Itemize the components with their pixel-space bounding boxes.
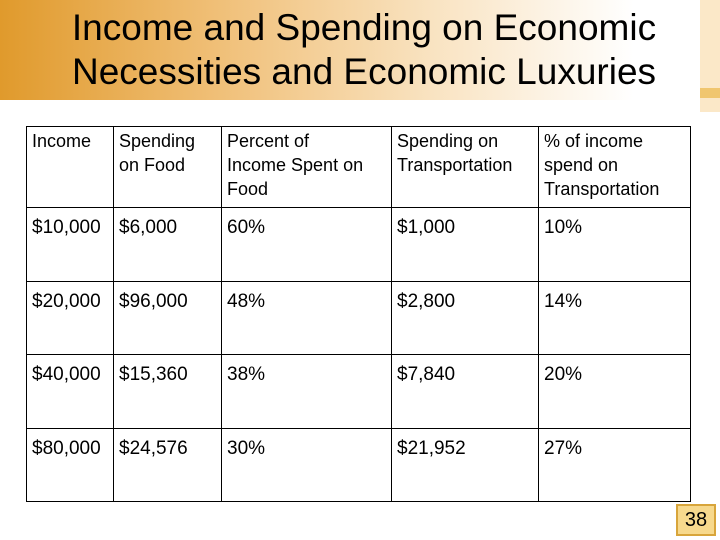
header-row [27,127,691,208]
header-percent-transport-line-1: % of income [544,131,644,151]
header-percent-transport [539,127,691,208]
cell-percent-transport: 20% [539,355,691,429]
cell-percent-food: 38% [222,355,392,429]
cell-income: $20,000 [27,281,114,355]
slide-title-line-1: Income and Spending on Economic [71,7,657,48]
income-spending-table [26,126,691,502]
cell-income: $80,000 [27,428,114,502]
cell-spending-transport: $21,952 [392,428,539,502]
table-row [27,208,691,282]
header-spending-transport [392,127,539,208]
cell-percent-food: 60% [222,208,392,282]
header-spending-food-line-2: on Food [119,155,186,175]
decor-strip-bottom [700,98,720,112]
header-income-line-1: Income [32,131,92,151]
page-number-badge: 38 [676,504,716,536]
cell-percent-food: 30% [222,428,392,502]
cell-percent-transport: 10% [539,208,691,282]
cell-spending-food: $96,000 [114,281,222,355]
cell-spending-food: $6,000 [114,208,222,282]
slide-title-line-2: Necessities and Economic Luxuries [71,51,657,92]
cell-percent-transport: 14% [539,281,691,355]
cell-spending-food: $24,576 [114,428,222,502]
header-percent-transport-line-3: Transportation [544,179,660,199]
cell-spending-transport: $2,800 [392,281,539,355]
header-spending-food-line-1: Spending [119,131,196,151]
slide-title [22,0,706,100]
cell-spending-transport: $1,000 [392,208,539,282]
cell-spending-transport: $7,840 [392,355,539,429]
header-spending-food [114,127,222,208]
table-row [27,281,691,355]
table-row [27,355,691,429]
header-spending-transport-line-2: Transportation [397,155,513,175]
header-income [27,127,114,208]
cell-income: $10,000 [27,208,114,282]
cell-spending-food: $15,360 [114,355,222,429]
header-spending-transport-line-1: Spending on [397,131,499,151]
cell-percent-food: 48% [222,281,392,355]
table-row [27,428,691,502]
cell-percent-transport: 27% [539,428,691,502]
header-percent-transport-line-2: spend on [544,155,619,175]
header-percent-food-line-1: Percent of [227,131,310,151]
header-percent-food [222,127,392,208]
cell-income: $40,000 [27,355,114,429]
header-percent-food-line-2: Income Spent on [227,155,364,175]
header-percent-food-line-3: Food [227,179,269,199]
